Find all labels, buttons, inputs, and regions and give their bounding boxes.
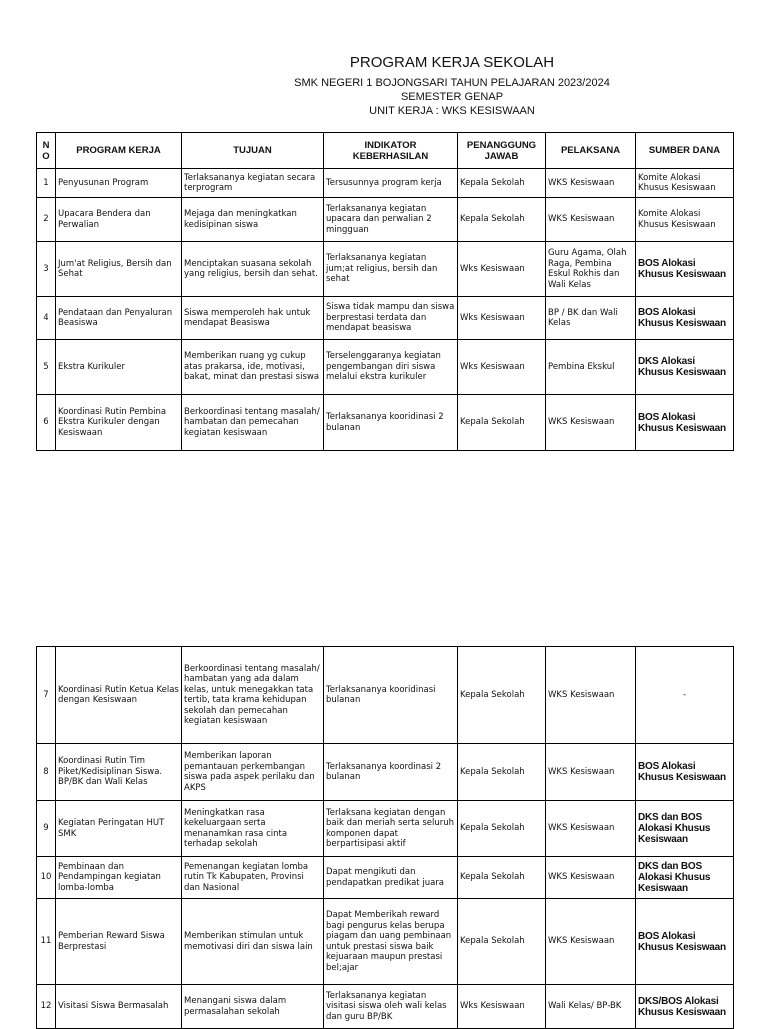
unit-label: UNIT KERJA : WKS KESISWAAN xyxy=(369,105,535,117)
sumber-dana-cell: DKS/BOS Alokasi Khusus Kesiswaan xyxy=(636,985,734,1029)
row-number-cell: 5 xyxy=(37,340,56,395)
pelaksana-cell: BP / BK dan Wali Kelas xyxy=(546,297,636,340)
program-kerja-cell: Penyusunan Program xyxy=(56,169,182,198)
penanggung-jawab-cell: Wks Kesiswaan xyxy=(458,985,546,1029)
row-number-cell: 6 xyxy=(37,395,56,451)
sumber-dana-cell: BOS Alokasi Khusus Kesiswaan xyxy=(636,744,734,801)
row-number-cell: 7 xyxy=(37,647,56,744)
program-kerja-cell: Koordinasi Rutin Tim Piket/Kedisiplinan Siswa. BP/BK dan Wali Kelas xyxy=(56,744,182,801)
sumber-dana-cell: BOS Alokasi Khusus Kesiswaan xyxy=(636,899,734,985)
program-kerja-cell: Pemberian Reward Siswa Berprestasi xyxy=(56,899,182,985)
penanggung-jawab-cell: Kepala Sekolah xyxy=(458,744,546,801)
penanggung-jawab-cell: Wks Kesiswaan xyxy=(458,242,546,297)
table-row xyxy=(37,801,734,857)
indikator-cell: Dapat mengikuti dan pendapatkan predikat juara xyxy=(324,857,458,899)
indikator-cell: Terlaksananya kegiatan jum;at religius, bersih dan sehat xyxy=(324,242,458,297)
program-kerja-cell: Kegiatan Peringatan HUT SMK xyxy=(56,801,182,857)
table-row xyxy=(37,198,734,242)
tujuan-cell: Siswa memperoleh hak untuk mendapat Beasiswa xyxy=(182,297,324,340)
sumber-dana-cell: DKS Alokasi Khusus Kesiswaan xyxy=(636,340,734,395)
indikator-cell: Terlaksananya kegiatan visitasi siswa oleh wali kelas dan guru BP/BK xyxy=(324,985,458,1029)
program-kerja-cell: Pembinaan dan Pendampingan kegiatan lomba-lomba xyxy=(56,857,182,899)
row-number-cell: 2 xyxy=(37,198,56,242)
penanggung-jawab-cell: Kepala Sekolah xyxy=(458,169,546,198)
program-kerja-cell: Visitasi Siswa Bermasalah xyxy=(56,985,182,1029)
col-header-pelaksana: PELAKSANA xyxy=(546,133,636,169)
tujuan-cell: Mejaga dan meningkatkan kedisipinan siswa xyxy=(182,198,324,242)
indikator-cell: Terlaksananya kooridinasi bulanan xyxy=(324,647,458,744)
row-number-cell: 10 xyxy=(37,857,56,899)
sumber-dana-cell: BOS Alokasi Khusus Kesiswaan xyxy=(636,242,734,297)
indikator-cell: Terlaksananya koordinasi 2 bulanan xyxy=(324,744,458,801)
table-header-row xyxy=(37,133,734,169)
program-kerja-cell: Ekstra Kurikuler xyxy=(56,340,182,395)
penanggung-jawab-cell: Wks Kesiswaan xyxy=(458,297,546,340)
table-row xyxy=(37,647,734,744)
pelaksana-cell: WKS Kesiswaan xyxy=(546,744,636,801)
semester-label: SEMESTER GENAP xyxy=(400,91,504,103)
indikator-cell: Siswa tidak mampu dan siswa berprestasi terdata dan mendapat beasiswa xyxy=(324,297,458,340)
tujuan-cell: Memberikan laporan pemantauan perkembangan siswa pada aspek perilaku dan AKPS xyxy=(182,744,324,801)
tujuan-cell: Memberikan ruang yg cukup atas prakarsa, ide, motivasi, bakat, minat dan prestasi siswa xyxy=(182,340,324,395)
row-number-cell: 3 xyxy=(37,242,56,297)
tujuan-cell: Terlaksananya kegiatan secara terprogram xyxy=(182,169,324,198)
table-row xyxy=(37,169,734,198)
pelaksana-cell: WKS Kesiswaan xyxy=(546,857,636,899)
pelaksana-cell: WKS Kesiswaan xyxy=(546,801,636,857)
program-table-page-1 xyxy=(36,132,734,451)
table-row xyxy=(37,340,734,395)
col-header-indikator: INDIKATOR KEBERHASILAN xyxy=(324,133,458,169)
sumber-dana-cell: BOS Alokasi Khusus Kesiswaan xyxy=(636,395,734,451)
table-row xyxy=(37,395,734,451)
table-row xyxy=(37,899,734,985)
penanggung-jawab-cell: Kepala Sekolah xyxy=(458,647,546,744)
penanggung-jawab-cell: Kepala Sekolah xyxy=(458,899,546,985)
page-title: PROGRAM KERJA SEKOLAH xyxy=(349,54,555,71)
sumber-dana-cell: - xyxy=(636,647,734,744)
tujuan-cell: Memberikan stimulan untuk memotivasi diri dan siswa lain xyxy=(182,899,324,985)
tujuan-cell: Berkoordinasi tentang masalah/ hambatan yang ada dalam kelas, untuk menegakkan tata tertib, tata krama kehidupan sekolah dan pemecahan kegiatan kesiswaan xyxy=(182,647,324,744)
indikator-cell: Tersusunnya program kerja xyxy=(324,169,458,198)
col-header-no: NO xyxy=(37,133,56,169)
row-number-cell: 1 xyxy=(37,169,56,198)
penanggung-jawab-cell: Kepala Sekolah xyxy=(458,198,546,242)
indikator-cell: Terlaksananya kegiatan upacara dan perwalian 2 mingguan xyxy=(324,198,458,242)
penanggung-jawab-cell: Kepala Sekolah xyxy=(458,857,546,899)
tujuan-cell: Meningkatkan rasa kekeluargaan serta menanamkan rasa cinta terhadap sekolah xyxy=(182,801,324,857)
pelaksana-cell: WKS Kesiswaan xyxy=(546,169,636,198)
pelaksana-cell: Guru Agama, Olah Raga, Pembina Eskul Rokhis dan Wali Kelas xyxy=(546,242,636,297)
col-header-penanggung-jawab: PENANGGUNG JAWAB xyxy=(458,133,546,169)
indikator-cell: Dapat Memberikah reward bagi pengurus kelas berupa piagam dan uang pembinaan untuk prestasi siswa baik kejuaraan maupun prestasi bel;ajar xyxy=(324,899,458,985)
col-header-sumber-dana: SUMBER DANA xyxy=(636,133,734,169)
school-subtitle: SMK NEGERI 1 BOJONGSARI TAHUN PELAJARAN 2023/2024 xyxy=(294,77,610,89)
tujuan-cell: Menciptakan suasana sekolah yang religius, bersih dan sehat. xyxy=(182,242,324,297)
pelaksana-cell: WKS Kesiswaan xyxy=(546,647,636,744)
sumber-dana-cell: DKS dan BOS Alokasi Khusus Kesiswaan xyxy=(636,801,734,857)
row-number-cell: 11 xyxy=(37,899,56,985)
program-kerja-cell: Pendataan dan Penyaluran Beasiswa xyxy=(56,297,182,340)
table-row xyxy=(37,985,734,1029)
program-kerja-cell: Jum'at Religius, Bersih dan Sehat xyxy=(56,242,182,297)
program-kerja-cell: Upacara Bendera dan Perwalian xyxy=(56,198,182,242)
tujuan-cell: Berkoordinasi tentang masalah/ hambatan dan pemecahan kegiatan kesiswaan xyxy=(182,395,324,451)
indikator-cell: Terselenggaranya kegiatan pengembangan diri siswa melalui ekstra kurikuler xyxy=(324,340,458,395)
sumber-dana-cell: DKS dan BOS Alokasi Khusus Kesiswaan xyxy=(636,857,734,899)
tujuan-cell: Pemenangan kegiatan lomba rutin Tk Kabupaten, Provinsi dan Nasional xyxy=(182,857,324,899)
row-number-cell: 8 xyxy=(37,744,56,801)
sumber-dana-cell: BOS Alokasi Khusus Kesiswaan xyxy=(636,297,734,340)
col-header-program: PROGRAM KERJA xyxy=(56,133,182,169)
indikator-cell: Terlaksana kegiatan dengan baik dan meriah serta seluruh komponen dapat berpartisipasi aktif xyxy=(324,801,458,857)
pelaksana-cell: Wali Kelas/ BP-BK xyxy=(546,985,636,1029)
penanggung-jawab-cell: Kepala Sekolah xyxy=(458,801,546,857)
row-number-cell: 4 xyxy=(37,297,56,340)
tujuan-cell: Menangani siswa dalam permasalahan sekolah xyxy=(182,985,324,1029)
pelaksana-cell: WKS Kesiswaan xyxy=(546,395,636,451)
row-number-cell: 9 xyxy=(37,801,56,857)
table-row xyxy=(37,744,734,801)
penanggung-jawab-cell: Kepala Sekolah xyxy=(458,395,546,451)
pelaksana-cell: Pembina Ekskul xyxy=(546,340,636,395)
col-header-tujuan: TUJUAN xyxy=(182,133,324,169)
table-row xyxy=(37,242,734,297)
indikator-cell: Terlaksananya kooridinasi 2 bulanan xyxy=(324,395,458,451)
table-row xyxy=(37,857,734,899)
sumber-dana-cell: Komite Alokasi Khusus Kesiswaan xyxy=(636,198,734,242)
sumber-dana-cell: Komite Alokasi Khusus Kesiswaan xyxy=(636,169,734,198)
penanggung-jawab-cell: Wks Kesiswaan xyxy=(458,340,546,395)
row-number-cell: 12 xyxy=(37,985,56,1029)
table-row xyxy=(37,297,734,340)
program-kerja-cell: Koordinasi Rutin Ketua Kelas dengan Kesiswaan xyxy=(56,647,182,744)
pelaksana-cell: WKS Kesiswaan xyxy=(546,198,636,242)
program-kerja-cell: Koordinasi Rutin Pembina Ekstra Kurikuler dengan Kesiswaan xyxy=(56,395,182,451)
program-table-page-2 xyxy=(36,646,734,1029)
pelaksana-cell: WKS Kesiswaan xyxy=(546,899,636,985)
